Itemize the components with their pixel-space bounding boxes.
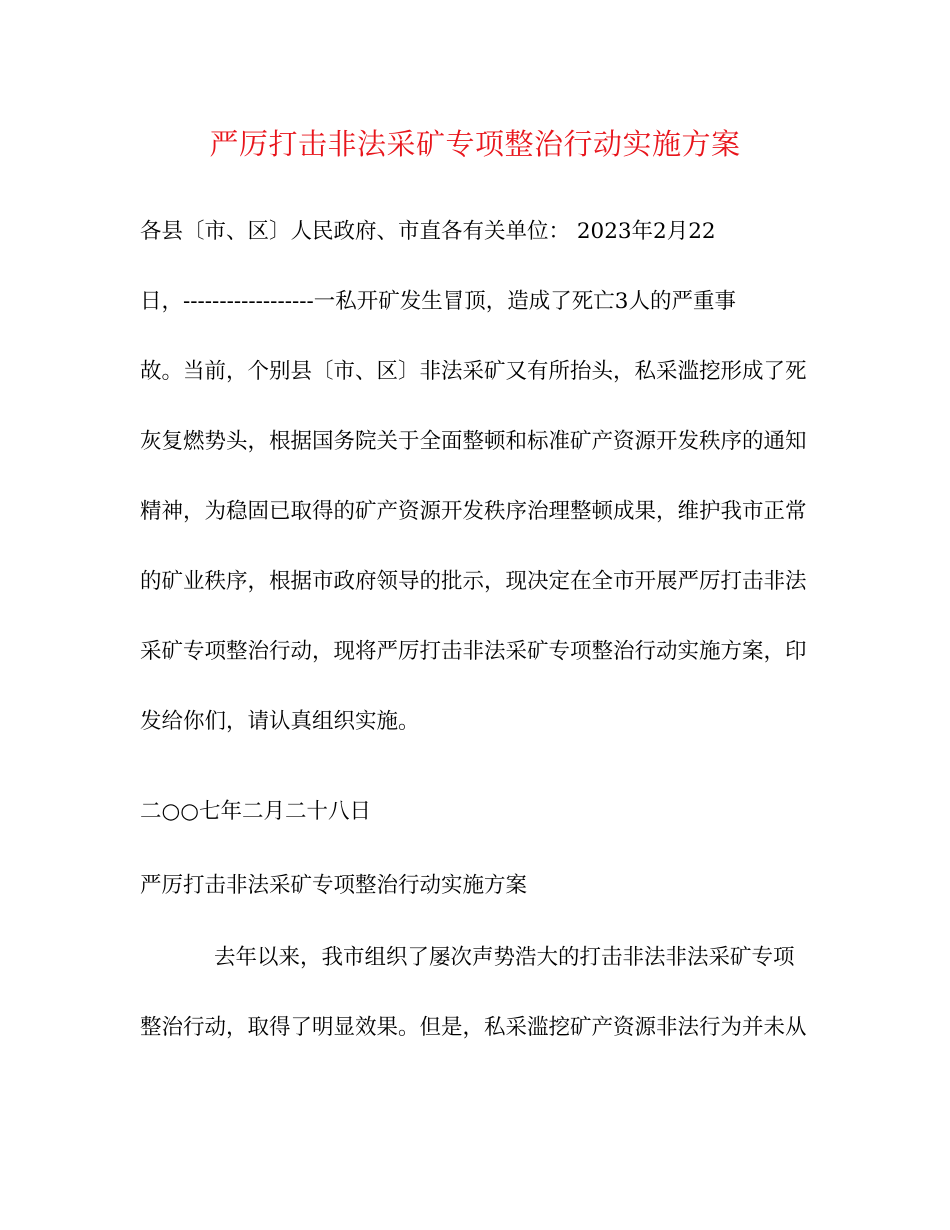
notice-line-4: 灰复燃势头，根据国务院关于全面整顿和标准矿产资源开发秩序的通知 bbox=[140, 429, 807, 454]
date-line: 二○○七年二月二十八日 bbox=[140, 799, 372, 824]
notice-line-1: 各县〔市、区〕人民政府、市直各有关单位： 2023年2月22 bbox=[140, 219, 716, 244]
notice-line-2: 日，------------------一私开矿发生冒顶，造成了死亡3人的严重事 bbox=[140, 289, 736, 314]
notice-line-6: 的矿业秩序，根据市政府领导的批示，现决定在全市开展严厉打击非法 bbox=[140, 569, 807, 594]
document-title: 严厉打击非法采矿专项整治行动实施方案 bbox=[209, 127, 741, 161]
body-line-2: 整治行动，取得了明显效果。但是，私采滥挖矿产资源非法行为并未从 bbox=[140, 1015, 807, 1040]
notice-line-8: 发给你们，请认真组织实施。 bbox=[140, 709, 420, 734]
notice-line-5: 精神，为稳固已取得的矿产资源开发秩序治理整顿成果，维护我市正常 bbox=[140, 499, 807, 524]
notice-line-3: 故。当前，个别县〔市、区〕非法采矿又有所抬头，私采滥挖形成了死 bbox=[140, 359, 807, 384]
notice-line-7: 采矿专项整治行动，现将严厉打击非法采矿专项整治行动实施方案，印 bbox=[140, 639, 807, 664]
body-line-1: 去年以来，我市组织了屡次声势浩大的打击非法非法采矿专项 bbox=[214, 945, 795, 970]
section-subtitle: 严厉打击非法采矿专项整治行动实施方案 bbox=[140, 873, 528, 898]
